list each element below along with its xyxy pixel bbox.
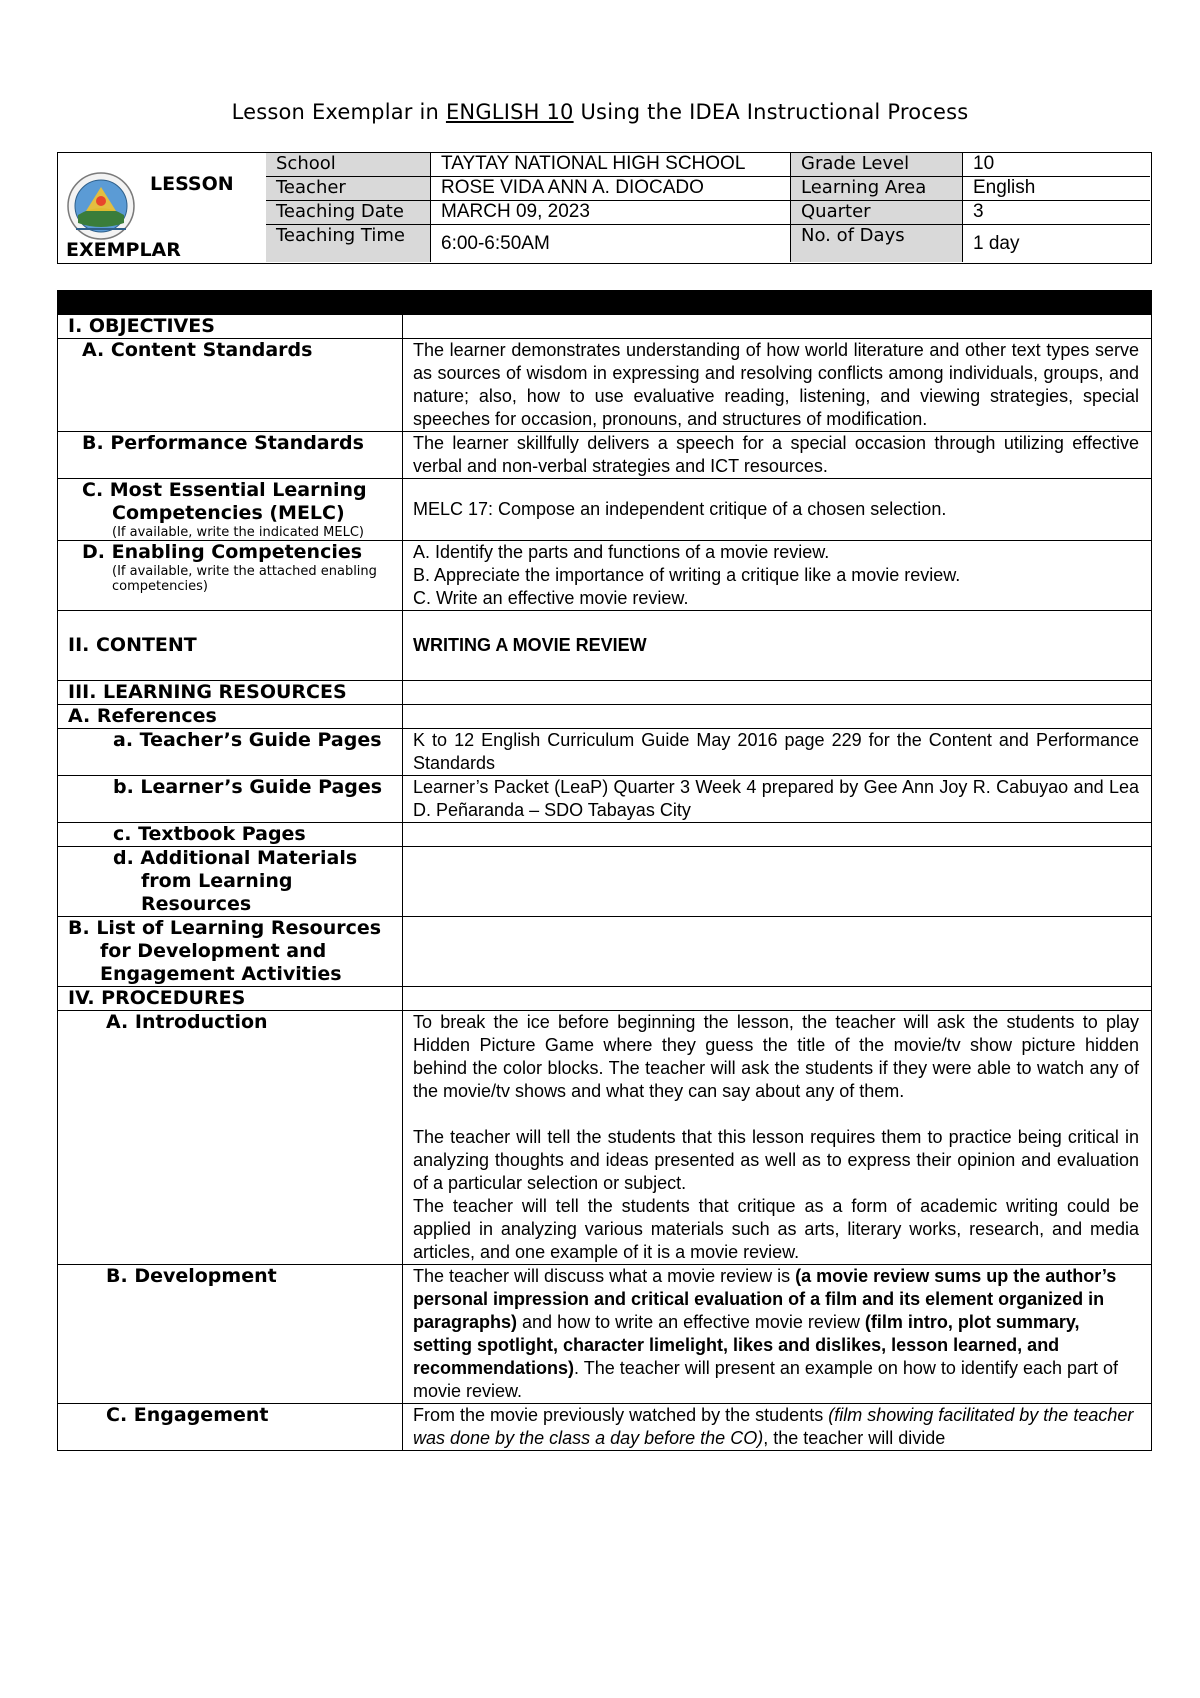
melc-label-cell (58, 479, 403, 541)
references-label: A. References (58, 705, 403, 729)
table-row (58, 1265, 1152, 1404)
header-label: Teacher (266, 177, 431, 201)
header-label: Grade Level (791, 153, 963, 177)
teachers-guide-value: K to 12 English Curriculum Guide May 2016 page 229 for the Content and Performance Standards (403, 729, 1152, 776)
content-heading: II. CONTENT (58, 611, 403, 681)
header-grid (266, 153, 1150, 262)
logo-label-exemplar: EXEMPLAR (66, 239, 181, 261)
page-title: Lesson Exemplar in ENGLISH 10 Using the IDEA Instructional Process (231, 100, 969, 124)
list-label-cell (58, 917, 403, 987)
table-row (58, 339, 1152, 432)
header-value: MARCH 09, 2023 (431, 201, 791, 225)
logo-label-lesson: LESSON (150, 173, 234, 195)
list-item: C. Write an effective movie review. (413, 588, 689, 608)
header-info-table (57, 152, 1152, 264)
paragraph: To break the ice before beginning the lesson, the teacher will ask the students to play Hidden Picture Game where they guess the title of the movie/tv show picture hidden behind the color blocks. The teacher will ask the students if they were able to watch any of the movie/tv shows and what they can say about any of them. (413, 1012, 1139, 1101)
lg-label-cell (58, 776, 403, 823)
table-row (58, 847, 1152, 917)
additional-materials-label: d. Additional Materials from Learning Resources (113, 847, 358, 915)
enabling-note: (If available, write the attached enabling competencies) (112, 564, 377, 594)
table-row (58, 987, 1152, 1011)
development-text: The teacher will discuss what a movie review is (a movie review sums up the author’s personal impression and critical evaluation of a film and its element organized in paragraphs) and how to write an effective movie review (film intro, plot summary, setting spotlight, character limelight, likes and dislikes, lesson learned, and recommendations). The teacher will present an example on how to identify each part of movie review. (403, 1265, 1152, 1404)
table-row (58, 541, 1152, 611)
header-value: English (963, 177, 1150, 201)
paragraph: The teacher will tell the students that critique as a form of academic writing could be applied in analyzing various materials such as arts, literary works, research, and media articles, and one example of it is a movie review. (413, 1196, 1139, 1262)
header-value: 6:00-6:50AM (431, 225, 791, 262)
header-value: 1 day (973, 233, 1020, 254)
table-row (58, 705, 1152, 729)
table-row (58, 479, 1152, 541)
header-row-teacher (266, 177, 1150, 201)
header-value: 3 (963, 201, 1150, 225)
table-row (58, 729, 1152, 776)
development-label: B. Development (58, 1265, 403, 1404)
content-standards-text: The learner demonstrates understanding of how world literature and other text types serve as sources of wisdom in expressing and resolving conflicts among individuals, groups, and nature; also, how to use evaluative reading, listening, and viewing strategies, special speeches for occasion, pronouns, and structures of modification. (403, 339, 1152, 432)
header-value: ROSE VIDA ANN A. DIOCADO (431, 177, 791, 201)
performance-standards-text: The learner skillfully delivers a speech for a special occasion through utilizing effective verbal and non-verbal strategies and ICT resources. (403, 432, 1152, 479)
header-label: Quarter (791, 201, 963, 225)
procedures-heading: IV. PROCEDURES (58, 987, 403, 1011)
learners-guide-label: b. Learner’s Guide Pages (113, 776, 383, 798)
header-label: Teaching Time (266, 225, 431, 262)
resources-heading: III. LEARNING RESOURCES (58, 681, 403, 705)
table-row (58, 917, 1152, 987)
enabling-list (403, 541, 1152, 611)
list-of-resources-label: B. List of Learning Resources for Development and Engagement Activities (68, 917, 382, 985)
enabling-label-cell (58, 541, 403, 611)
engagement-text: From the movie previously watched by the students (film showing facilitated by the teacher was done by the class a day before the CO), the teacher will divide (403, 1404, 1152, 1451)
learners-guide-value: Learner’s Packet (LeaP) Quarter 3 Week 4 prepared by Gee Ann Joy R. Cabuyao and Lea D. Peñaranda – SDO Tabayas City (403, 776, 1152, 823)
header-row-school (266, 153, 1150, 177)
content-value: WRITING A MOVIE REVIEW (403, 611, 1152, 681)
header-row-time (266, 225, 1150, 262)
header-label: School (266, 153, 431, 177)
content-standards-label: A. Content Standards (58, 339, 403, 432)
table-row (58, 611, 1152, 681)
header-value: 10 (963, 153, 1150, 177)
header-label: Teaching Date (266, 201, 431, 225)
performance-standards-label: B. Performance Standards (58, 432, 403, 479)
melc-note: (If available, write the indicated MELC) (112, 525, 364, 540)
textbook-label: c. Textbook Pages (113, 823, 306, 845)
introduction-text (403, 1011, 1152, 1265)
list-item: B. Appreciate the importance of writing a critique like a movie review. (413, 565, 961, 585)
tg-label-cell (58, 729, 403, 776)
introduction-label: A. Introduction (58, 1011, 403, 1265)
header-row-date (266, 201, 1150, 225)
table-row (58, 776, 1152, 823)
header-value: TAYTAY NATIONAL HIGH SCHOOL (431, 153, 791, 177)
objectives-heading: I. OBJECTIVES (58, 315, 403, 339)
table-row (58, 1404, 1152, 1451)
lesson-plan-table (57, 290, 1152, 1451)
table-row (58, 1011, 1152, 1265)
table-row (58, 681, 1152, 705)
melc-text: MELC 17: Compose an independent critique of a chosen selection. (403, 479, 1152, 541)
table-row (58, 823, 1152, 847)
teachers-guide-label: a. Teacher’s Guide Pages (113, 729, 382, 751)
engagement-label: C. Engagement (58, 1404, 403, 1451)
header-label: Learning Area (791, 177, 963, 201)
enabling-label: D. Enabling Competencies (82, 541, 363, 563)
table-header-bar (58, 291, 1152, 315)
melc-label: C. Most Essential Learning Competencies (MELC) (82, 479, 367, 524)
school-seal-icon (66, 171, 136, 241)
additional-label-cell (58, 847, 403, 917)
list-item: A. Identify the parts and functions of a movie review. (413, 542, 830, 562)
table-row (58, 432, 1152, 479)
logo-cell (58, 153, 267, 262)
paragraph: The teacher will tell the students that this lesson requires them to practice being critical in analyzing thoughts and ideas presented as well as to express their opinion and evaluation of a particular selection or subject. (413, 1127, 1139, 1193)
header-label: No. of Days (791, 225, 963, 262)
table-row (58, 315, 1152, 339)
textbook-label-cell (58, 823, 403, 847)
